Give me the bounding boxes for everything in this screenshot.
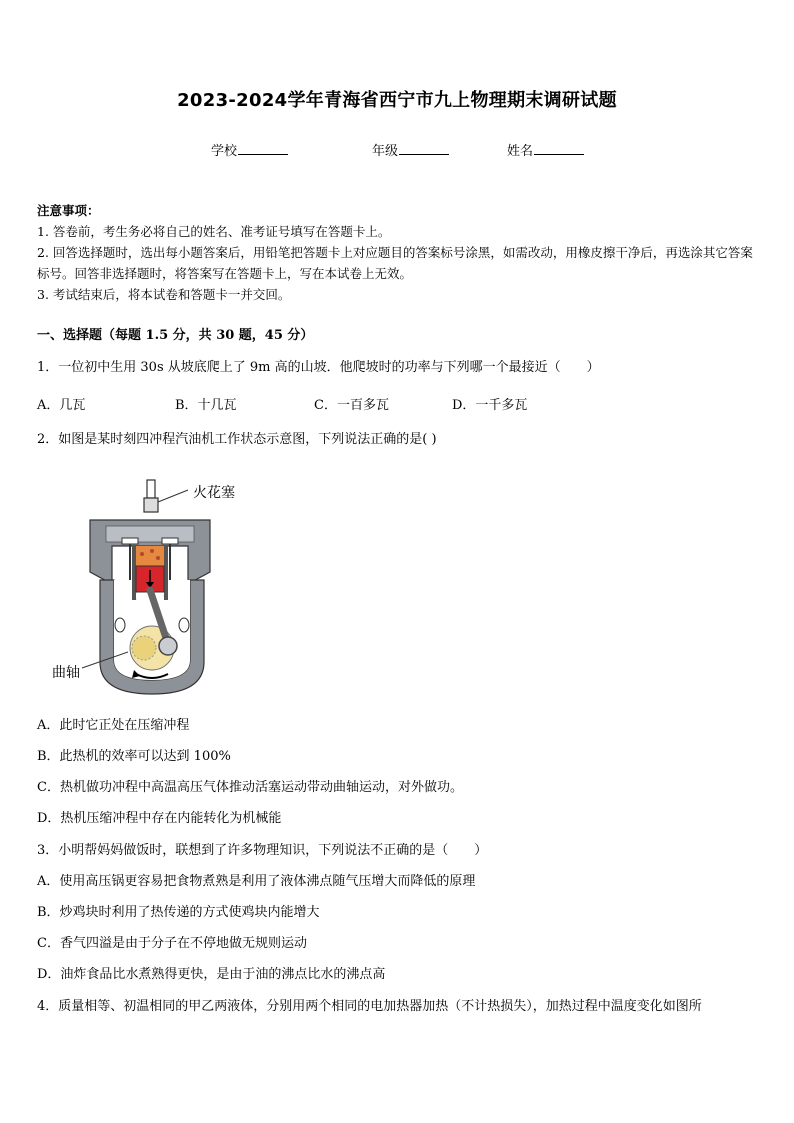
q3-option-b[interactable]: B．炒鸡块时利用了热传递的方式使鸡块内能增大	[37, 905, 320, 920]
crank-pin	[159, 637, 177, 655]
crankshaft-label: 曲轴	[52, 665, 80, 681]
q4-stem: 4．质量相等、初温相同的甲乙两液体，分别用两个相同的电加热器加热（不计热损失），加热过程中温度变化如图所	[37, 999, 702, 1014]
gas-particle	[156, 556, 160, 560]
notice-item-3: 3. 考试结束后，将本试卷和答题卡一并交回。	[37, 287, 291, 302]
spark-plug-top	[147, 480, 155, 498]
section-heading: 一、选择题（每题 1.5 分，共 30 题，45 分）	[37, 328, 314, 343]
gas-particle	[150, 549, 154, 553]
q1-option-c[interactable]: C．一百多瓦	[314, 398, 389, 413]
page-title: 2023-2024学年青海省西宁市九上物理期末调研试题	[177, 90, 617, 111]
grade-field[interactable]	[372, 140, 449, 159]
cylinder-wall-left	[132, 546, 136, 600]
combustion-gas	[136, 546, 164, 566]
name-field[interactable]	[507, 140, 584, 159]
q1-option-b[interactable]: B．十几瓦	[175, 398, 237, 413]
head-chamber	[106, 526, 194, 542]
q1-option-a[interactable]: A．几瓦	[37, 398, 86, 413]
crank-counterweight	[132, 636, 156, 660]
gas-particle	[140, 552, 144, 556]
school-label: 学校	[211, 144, 238, 159]
q1-option-d[interactable]: D．一千多瓦	[452, 398, 528, 413]
q3-option-a[interactable]: A．使用高压锅更容易把食物煮熟是利用了液体沸点随气压增大而降低的原理	[37, 874, 476, 889]
exhaust-cam	[179, 618, 189, 632]
q1-options	[37, 394, 759, 414]
q2-option-d[interactable]: D．热机压缩冲程中存在内能转化为机械能	[37, 811, 282, 826]
exhaust-valve	[162, 538, 178, 544]
spark-plug-label: 火花塞	[193, 485, 235, 501]
school-blank[interactable]	[238, 142, 288, 155]
q1-stem: 1．一位初中生用 30s 从坡底爬上了 9m 高的山坡．他爬坡时的功率与下列哪一个最接近（ ）	[37, 360, 600, 375]
intake-cam	[115, 618, 125, 632]
intake-valve	[122, 538, 138, 544]
q3-stem: 3．小明帮妈妈做饭时，联想到了许多物理知识，下列说法不正确的是（ ）	[37, 843, 488, 858]
student-info-fields	[0, 140, 794, 160]
q2-stem: 2．如图是某时刻四冲程汽油机工作状态示意图，下列说法正确的是( )	[37, 432, 437, 447]
grade-label: 年级	[372, 144, 399, 159]
notice-item-1: 1. 答卷前，考生务必将自己的姓名、准考证号填写在答题卡上。	[37, 224, 391, 239]
name-label: 姓名	[507, 144, 534, 159]
notice-block	[37, 200, 759, 305]
q2-option-c[interactable]: C．热机做功冲程中高温高压气体推动活塞运动带动曲轴运动，对外做功。	[37, 780, 463, 795]
q3-option-c[interactable]: C．香气四溢是由于分子在不停地做无规则运动	[37, 936, 307, 951]
school-field[interactable]	[211, 140, 288, 159]
spark-plug-body	[144, 498, 158, 512]
name-blank[interactable]	[534, 142, 584, 155]
q3-option-d[interactable]: D．油炸食品比水煮熟得更快，是由于油的沸点比水的沸点高	[37, 967, 386, 982]
spark-plug-leader-line	[158, 490, 188, 502]
cylinder-wall-right	[164, 546, 168, 600]
q2-option-b[interactable]: B．此热机的效率可以达到 100%	[37, 749, 231, 764]
q2-option-a[interactable]: A．此时它正处在压缩冲程	[37, 718, 190, 733]
grade-blank[interactable]	[399, 142, 449, 155]
notice-heading: 注意事项：	[37, 203, 100, 218]
notice-item-2: 2. 回答选择题时，选出每小题答案后，用铅笔把答题卡上对应题目的答案标号涂黑，如需改动，用橡皮擦干净后，再选涂其它答案标号。回答非选择题时，将答案写在答题卡上，写在本试卷上无效。	[37, 245, 753, 281]
